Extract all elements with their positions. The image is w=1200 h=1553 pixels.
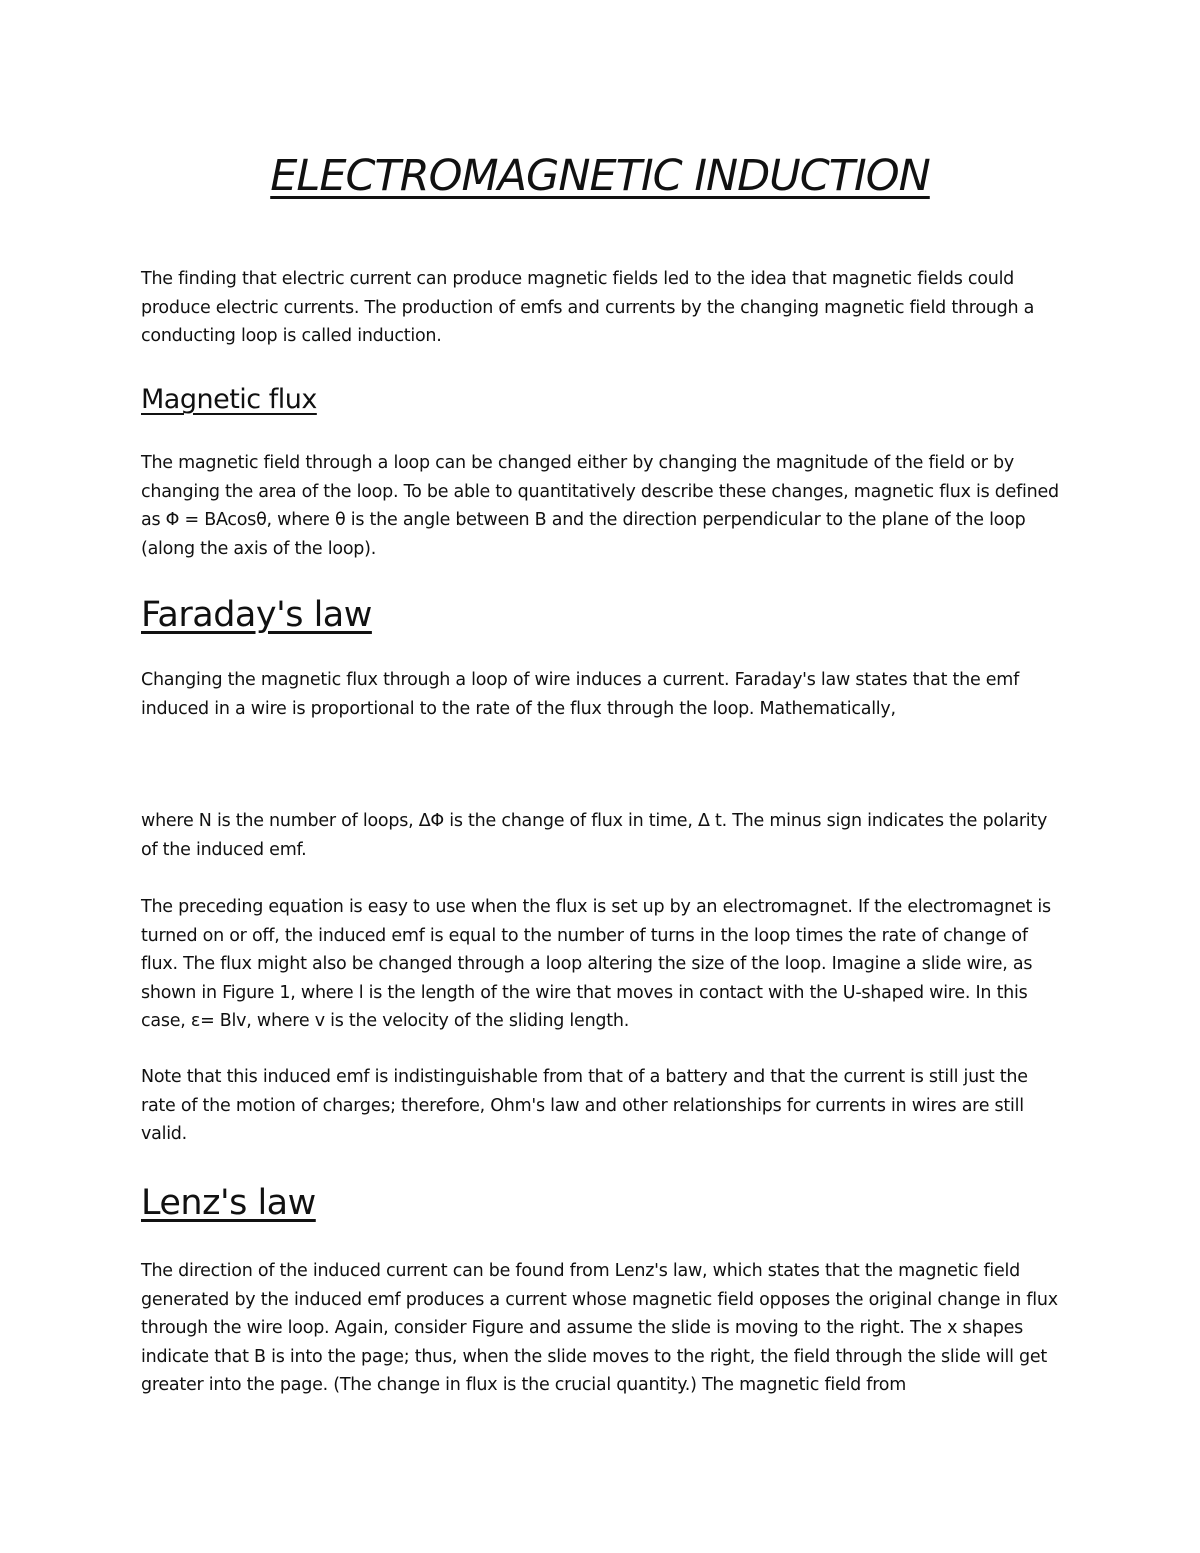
section-heading-magnetic-flux: Magnetic flux <box>141 384 317 415</box>
section-heading-lenzs-law: Lenz's law <box>141 1183 316 1223</box>
faradays-law-paragraph-2: where N is the number of loops, ΔΦ is the change of flux in time, Δ t. The minus sign indicates the polarity of the induced emf. <box>141 811 1048 860</box>
faradays-law-paragraph-4: Note that this induced emf is indistinguishable from that of a battery and that the current is still just the rate of the motion of charges; therefore, Ohm's law and other relationships for currents in wires are still valid. <box>141 1067 1028 1145</box>
lenzs-law-paragraph: The direction of the induced current can be found from Lenz's law, which states that the magnetic field generated by the induced emf produces a current whose magnetic field opposes the original change in flux through the wire loop. Again, consider Figure and assume the slide is moving to the right. The x shapes indicate that B is into the page; thus, when the slide moves to the right, the field through the slide will get greater into the page. (The change in flux is the crucial quantity.) The magnetic field from <box>141 1261 1058 1396</box>
faradays-law-paragraph-1: Changing the magnetic flux through a loop of wire induces a current. Faraday's law states that the emf induced in a wire is proportional to the rate of the flux through the loop. Mathematically, <box>141 670 1019 719</box>
document-title: ELECTROMAGNETIC INDUCTION <box>270 151 930 201</box>
equation-placeholder <box>141 740 1061 812</box>
intro-paragraph: The finding that electric current can produce magnetic fields led to the idea that magnetic fields could produce electric currents. The production of emfs and currents by the changing magnetic field through a conducting loop is called induction. <box>141 269 1035 347</box>
magnetic-flux-paragraph: The magnetic field through a loop can be changed either by changing the magnitude of the field or by changing the area of the loop. To be able to quantitatively describe these changes, magnetic flux is defined as Φ = BAcosθ, where θ is the angle between B and the direction perpendicular to the plane of the loop (along the axis of the loop). <box>141 453 1059 559</box>
section-heading-faradays-law: Faraday's law <box>141 595 372 635</box>
faradays-law-paragraph-3: The preceding equation is easy to use when the flux is set up by an electromagnet. If the electromagnet is turned on or off, the induced emf is equal to the number of turns in the loop times the rate of change of flux. The flux might also be changed through a loop altering the size of the loop. Imagine a slide wire, as shown in Figure 1, where l is the length of the wire that moves in contact with the U-shaped wire. In this case, ε= Blv, where v is the velocity of the sliding length. <box>141 897 1051 1032</box>
